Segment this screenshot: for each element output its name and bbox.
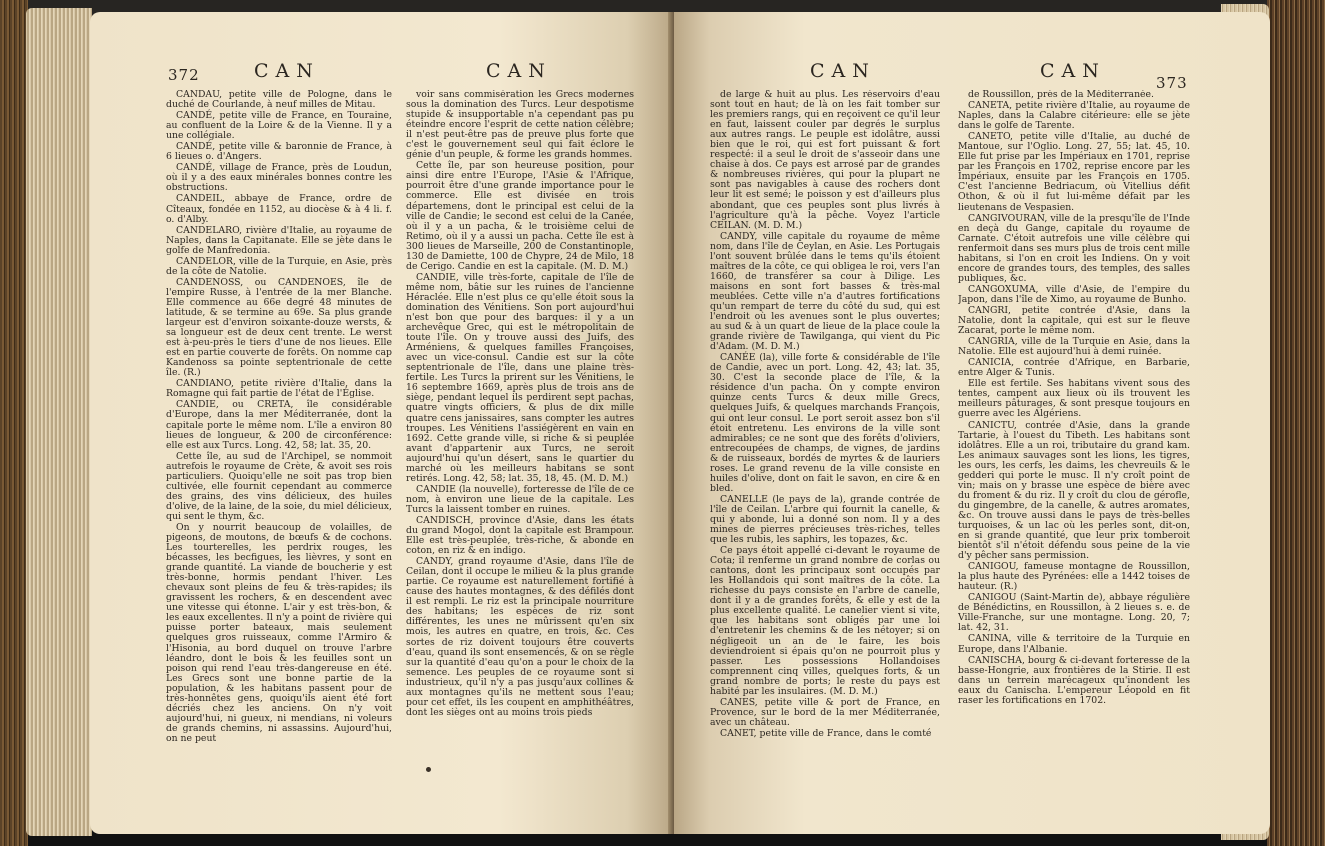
entry: CANDIE, ville très-forte, capitale de l'île de même nom, bâtie sur les ruines de l'ancienne Héraclée. Elle n'est plus ce qu'elle étoit sous la domination des Vénitiens. Son port aujourd'hui n'est bon que pour des barques: il y a un archevêque Grec, qui est le métropolitain de toute l'île. On y trouve aussi des Juifs, des Arméniens, & quelques familles Françoises, avec un vice-consul. Candie est sur la côte septentrionale de l'île, dans une plaine très-fertile. Les Turcs la prirent sur les Vénitiens, le 16 septembre 1669, après plus de trois ans de siège, pendant lequel ils perdirent sept pachas, quatre vingts officiers, & plus de dix mille quatre cens janissaires, sans compter les autres troupes. Les Vénitiens l'assiégèrent en vain en 1692. Cette grande ville, si riche & si peuplée avant d'appartenir aux Turcs, ne seroit aujourd'hui qu'un désert, sans le quartier du marché où les meilleurs habitans se sont retirés. Long. 42, 58; lat. 35, 18, 45. (M. D. M.) (406, 271, 634, 484)
left-book-edge (0, 0, 28, 846)
right-page-number: 373 (1156, 74, 1188, 92)
right-page-column-2 (958, 90, 1190, 790)
entry: CANISCHA, bourg & ci-devant forteresse de la basse-Hongrie, aux frontières de la Stirie. Il est dans un terrein marécageux qu'inondent les eaux du Canischa. L'empereur Léopold en fit raser les fortifications en 1702. (958, 654, 1190, 706)
entry: On y nourrit beaucoup de volailles, de pigeons, de moutons, de bœufs & de cochons. Les tourterelles, les perdrix rouges, les bécasses, les becfigues, les lièvres, y sont en grande quantité. La viande de boucherie y est très-bonne, hormis pendant l'hiver. Les chevaux sont pleins de feu & très-rapides; ils gravissent les rochers, & en descendent avec une vitesse qui étonne. L'air y est très-bon, & les eaux excellentes. Il n'y a point de rivière qui puisse porter bateaux, mais seulement quelques gros ruisseaux, comme l'Armiro & l'Hisonia, au bord duquel on trouve l'arbre léandro, dont le bois & les feuilles sont un poison qui rend l'eau très-dangereuse en été. Les Grecs sont une bonne partie de la population, & les habitans passent pour de très-honnêtes gens, quoiqu'ils aient été fort décriés chez les anciens. On n'y voit aujourd'hui, ni gueux, ni mendians, ni voleurs de grands chemins, ni assassins. Aujourd'hui, on ne peut (166, 521, 392, 744)
right-header-title-left: CAN (810, 60, 876, 82)
entry: CANICIA, contrée d'Afrique, en Barbarie, entre Alger & Tunis. (958, 357, 1190, 379)
entry: de Roussillon, près de la Méditerranée. (968, 90, 1155, 100)
entry: CANIGOU, fameuse montagne de Roussillon, la plus haute des Pyrénées: elle a 1442 toises de hauteur. (R.) (958, 561, 1190, 593)
entry: CANDÉ, village de France, près de Loudun, où il y a des eaux minérales bonnes contre les obstructions. (166, 162, 392, 194)
entry: CANDY, grand royaume d'Asie, dans l'île de Ceilan, dont il occupe le milieu & la plus grande partie. Ce royaume est naturellement fortifié à cause des hautes montagnes, & des défilés dont il est rempli. Le riz est la principale nourriture des habitans; les espèces de riz sont différentes, les unes ne mûrissent qu'en six mois, les autres en quatre, en trois, &c. Ces sortes de riz doivent toujours être couverts d'eau, quand ils sont ensemencés, & on se règle sur la quantité d'eau qu'on a pour le choix de la semence. Les peuples de ce royaume sont si industrieux, qu'il n'y a pas jusqu'aux collines & aux montagnes qu'ils ne mettent sous l'eau; pour cet effet, ils les coupent en amphithéâtres, dont les sièges ont au moins trois pieds (406, 556, 634, 718)
entry: CANDAU, petite ville de Pologne, dans le duché de Courlande, à neuf milles de Mitau. (166, 90, 392, 111)
entry: de large & huit au plus. Les réservoirs d'eau sont tout en haut; de là on les fait tomber sur les premiers rangs, qui en reçoivent ce qu'il leur en faut, laissent couler par degrés le surplus aux autres rangs. Le peuple est idolâtre, aussi bien que le roi, qui est fort puissant & fort respecté: il a seul le droit de s'asseoir dans une chaise à dos. Ce pays est arrosé par de grandes & nombreuses rivières, qui pour la plupart ne sont pas navigables à cause des rochers dont leur lit est semé; le poisson y est d'ailleurs plus abondant, que ces peuples sont plus livrés à l'agriculture qu'à la pêche. Voyez l'article CEILAN. (M. D. M.) (710, 90, 940, 231)
right-page-column-1 (710, 90, 940, 790)
entry: CANDELARO, rivière d'Italie, au royaume de Naples, dans la Capitanate. Elle se jète dans le golfe de Manfredonia. (166, 224, 392, 256)
entry: CANINA, ville & territoire de la Turquie en Europe, dans l'Albanie. (958, 633, 1190, 655)
entry: CANGOXUMA, ville d'Asie, de l'empire du Japon, dans l'île de Ximo, au royaume de Bunho. (958, 283, 1190, 305)
right-header-title-right: CAN (1040, 60, 1106, 82)
entry: CANDIE, ou CRETA, île considérable d'Europe, dans la mer Méditerranée, dont la capitale porte le même nom. L'île a environ 80 lieues de longueur, & 200 de circonférence: elle est aux Turcs. Long. 42, 58; lat. 35, 20. (166, 399, 392, 451)
entry: CANDIANO, petite rivière d'Italie, dans la Romagne qui fait partie de l'état de l'Église. (166, 378, 392, 400)
entry: CANELLE (le pays de la), grande contrée de l'île de Ceilan. L'arbre qui fournit la canelle, & qui y abonde, lui a donné son nom. Il y a des mines de pierres précieuses très-riches, telles que les rubis, les saphirs, les topazes, &c. (710, 493, 940, 546)
entry: CANICTU, contrée d'Asie, dans la grande Tartarie, à l'ouest du Tibeth. Les habitans sont idolâtres. Elle a un roi, tributaire du grand kam. Les animaux sauvages sont les lions, les tigres, les ours, les cerfs, les daims, les chevreuils & le gedderi qui porte le musc. Il n'y croît point de vin; mais on y brasse une espèce de bière avec du froment & du riz. Il y croît du clou de gérofle, du gingembre, de la canelle, & autres aromates, &c. On trouve aussi dans le pays de très-belles turquoises, & un lac où les perles sont, dit-on, en si grande quantité, que leur prix tomberoit bientôt s'il n'étoit défendu sous peine de la vie d'y pêcher sans permission. (958, 419, 1190, 562)
right-page-header (810, 60, 1246, 92)
entry: CANETO, petite ville d'Italie, au duché de Mantoue, sur l'Oglio. Long. 27, 55; lat. 45, 10. Elle fut prise par les Impériaux en 1701, reprise par les François en 1702, reprise encore par les Impériaux, ensuite par les François en 1705. C'est l'ancienne Bedriacum, où Vitellius défit Othon, & où il fut lui-même défait par les lieutenans de Vespasien. (958, 131, 1190, 213)
right-page (674, 12, 1270, 834)
left-page-column-2 (406, 90, 634, 790)
entry: CANDIE (la nouvelle), forteresse de l'île de ce nom, à environ une lieue de la capitale. Les Turcs la laissent tomber en ruines. (406, 483, 634, 515)
ink-dot-mark (426, 767, 431, 772)
entry: Cette île, au sud de l'Archipel, se nommoit autrefois le royaume de Crète, & avoit ses rois particuliers. Quoiqu'elle ne soit pas trop bien cultivée, elle fournit cependant au commerce des grains, des vins délicieux, des huiles d'olive, de la laine, de la soie, du miel délicieux, qui sent le thym, &c. (166, 450, 392, 522)
entry: voir sans commisération les Grecs modernes sous la domination des Turcs. Leur despotisme stupide & insupportable n'a cependant pas pu éteindre encore l'esprit de cette nation célèbre; il n'est peut-être pas de preuve plus forte que c'est le gouvernement seul qui fait éclore le génie d'un peuple, & forme les grands hommes. (406, 90, 634, 161)
entry: CANDELOR, ville de la Turquie, en Asie, près de la côte de Natolie. (166, 255, 392, 277)
entry: CANÉE (la), ville forte & considérable de l'île de Candie, avec un port. Long. 42, 43; lat. 35, 30. C'est la seconde place de l'île, & la résidence d'un pacha. On y compte environ quinze cents Turcs & deux mille Grecs, quelques Juifs, & quelques marchands François, qui ont leur consul. Le port seroit assez bon s'il étoit entretenu. Les environs de la ville sont admirables; ce ne sont que des forêts d'oliviers, entrecoupées de champs, de vignes, de jardins & de ruisseaux, bordés de myrtes & de lauriers roses. Le grand revenu de la ville consiste en huiles d'olive, dont on fait le savon, en cire & en bled. (710, 352, 940, 494)
left-header-title-left: CAN (254, 60, 320, 82)
entry: CANGRI, petite contrée d'Asie, dans la Natolie, dont la capitale, qui est sur le fleuve Zacarat, porte le même nom. (958, 304, 1190, 337)
entry: CANET, petite ville de France, dans le comté (720, 727, 932, 739)
entry: Cette île, par son heureuse position, pour ainsi dire entre l'Europe, l'Asie & l'Afrique, pourroit être d'une grande importance pour le commerce. Elle est divisée en trois départemens, dont le principal est celui de la ville de Candie; le second est celui de la Canée, où il y a un pacha, & le troisième celui de Retimo, où il y a aussi un pacha. Cette île est à 300 lieues de Marseille, 200 de Constantinople, 130 de Damiette, 100 de Chypre, 24 de Milo, 18 de Cerigo. Candie en est la capitale. (M. D. M.) (406, 160, 634, 272)
entry: Elle est fertile. Ses habitans vivent sous des tentes, campent aux lieux où ils trouvent les meilleurs pâturages, & sont presque toujours en guerre avec les Algériens. (958, 378, 1190, 420)
entry: CANDEIL, abbaye de France, ordre de Cîteaux, fondée en 1152, au diocèse & à 4 li. f. o. d'Alby. (166, 193, 392, 225)
right-book-edge (1267, 0, 1325, 846)
left-page-number: 372 (168, 66, 200, 84)
left-page-stack (26, 8, 92, 836)
left-header-title-right: CAN (486, 60, 552, 82)
left-page-column-1 (166, 90, 392, 790)
entry: CANDÉ, petite ville de France, en Touraine, au confluent de la Loire & de la Vienne. Il y a une collégiale. (166, 110, 392, 142)
entry: CANDISCH, province d'Asie, dans les états du grand Mogol, dont la capitale est Brampour. Elle est très-peuplée, très-riche, & abonde en coton, en riz & en indigo. (406, 514, 634, 557)
entry: CANIGOU (Saint-Martin de), abbaye régulière de Bénédictins, en Roussillon, à 2 lieues s. e. de Ville-Franche, sur une montagne. Long. 20, 7; lat. 42, 31. (958, 592, 1190, 634)
entry: CANGRIA, ville de la Turquie en Asie, dans la Natolie. Elle est aujourd'hui à demi ruinée. (958, 336, 1190, 358)
left-page-header (168, 60, 648, 92)
entry: CANGIVOURAN, ville de la presqu'île de l'Inde en deçà du Gange, capitale du royaume de Carnate. C'étoit autrefois une ville célèbre qui renfermoit dans ses murs plus de trois cent mille habitans, si l'on en croit les Indiens. On y voit encore de grandes tours, des temples, des salles publiques, &c. (958, 212, 1190, 284)
entry: CANDY, ville capitale du royaume de même nom, dans l'île de Ceylan, en Asie. Les Portugais l'ont souvent brûlée dans le tems qu'ils étoient maîtres de la côte, ce qui obligea le roi, vers l'an 1660, de transférer sa cour à Dilige. Les maisons en sont fort basses & très-mal meublées. Cette ville n'a d'autres fortifications qu'un rempart de terre du côté du sud, qui est l'endroit où les avenues sont le plus ouvertes; au sud & à un quart de lieue de la place coule la grande rivière de Tawilganga, qui vient du Pic d'Adam. (M. D. M.) (710, 230, 940, 353)
entry: CANDENOSS, ou CANDENOES, île de l'empire Russe, à l'entrée de la mer Blanche. Elle commence au 66e degré 48 minutes de latitude, & se termine au 69e. Sa plus grande largeur est d'environ soixante-douze wersts, & sa longueur est de deux cent trente. Le werst est à-peu-près le tiers d'une de nos lieues. Elle est en partie couverte de forêts. On nomme cap Kandenoss sa pointe septentrionale de cette île. (R.) (166, 276, 392, 379)
entry: CANES, petite ville & port de France, en Provence, sur le bord de la mer Méditerranée, avec un château. (710, 696, 940, 728)
entry: Ce pays étoit appellé ci-devant le royaume de Cota; il renferme un grand nombre de corlas ou cantons, dont les principaux sont occupés par les Hollandois qui sont maîtres de la côte. La richesse du pays consiste en l'arbre de canelle, dont il y a de grandes forêts, & elle y est de la plus excellente qualité. Le canelier vient si vite, que les habitans sont obligés par une loi d'entretenir les chemins & de les nétoyer; si on négligeoit un an de le faire, les bois deviendroient si épais qu'on ne pourroit plus y passer. Les possessions Hollandoises comprennent cinq villes, quelques forts, & un grand nombre de ports; le reste du pays est habité par les insulaires. (M. D. M.) (710, 545, 940, 697)
entry: CANDÉ, petite ville & baronnie de France, à 6 lieues o. d'Angers. (166, 141, 392, 163)
entry: CANETA, petite rivière d'Italie, au royaume de Naples, dans la Calabre citérieure: elle se jète dans le golfe de Tarente. (958, 100, 1190, 132)
left-page (90, 12, 674, 834)
